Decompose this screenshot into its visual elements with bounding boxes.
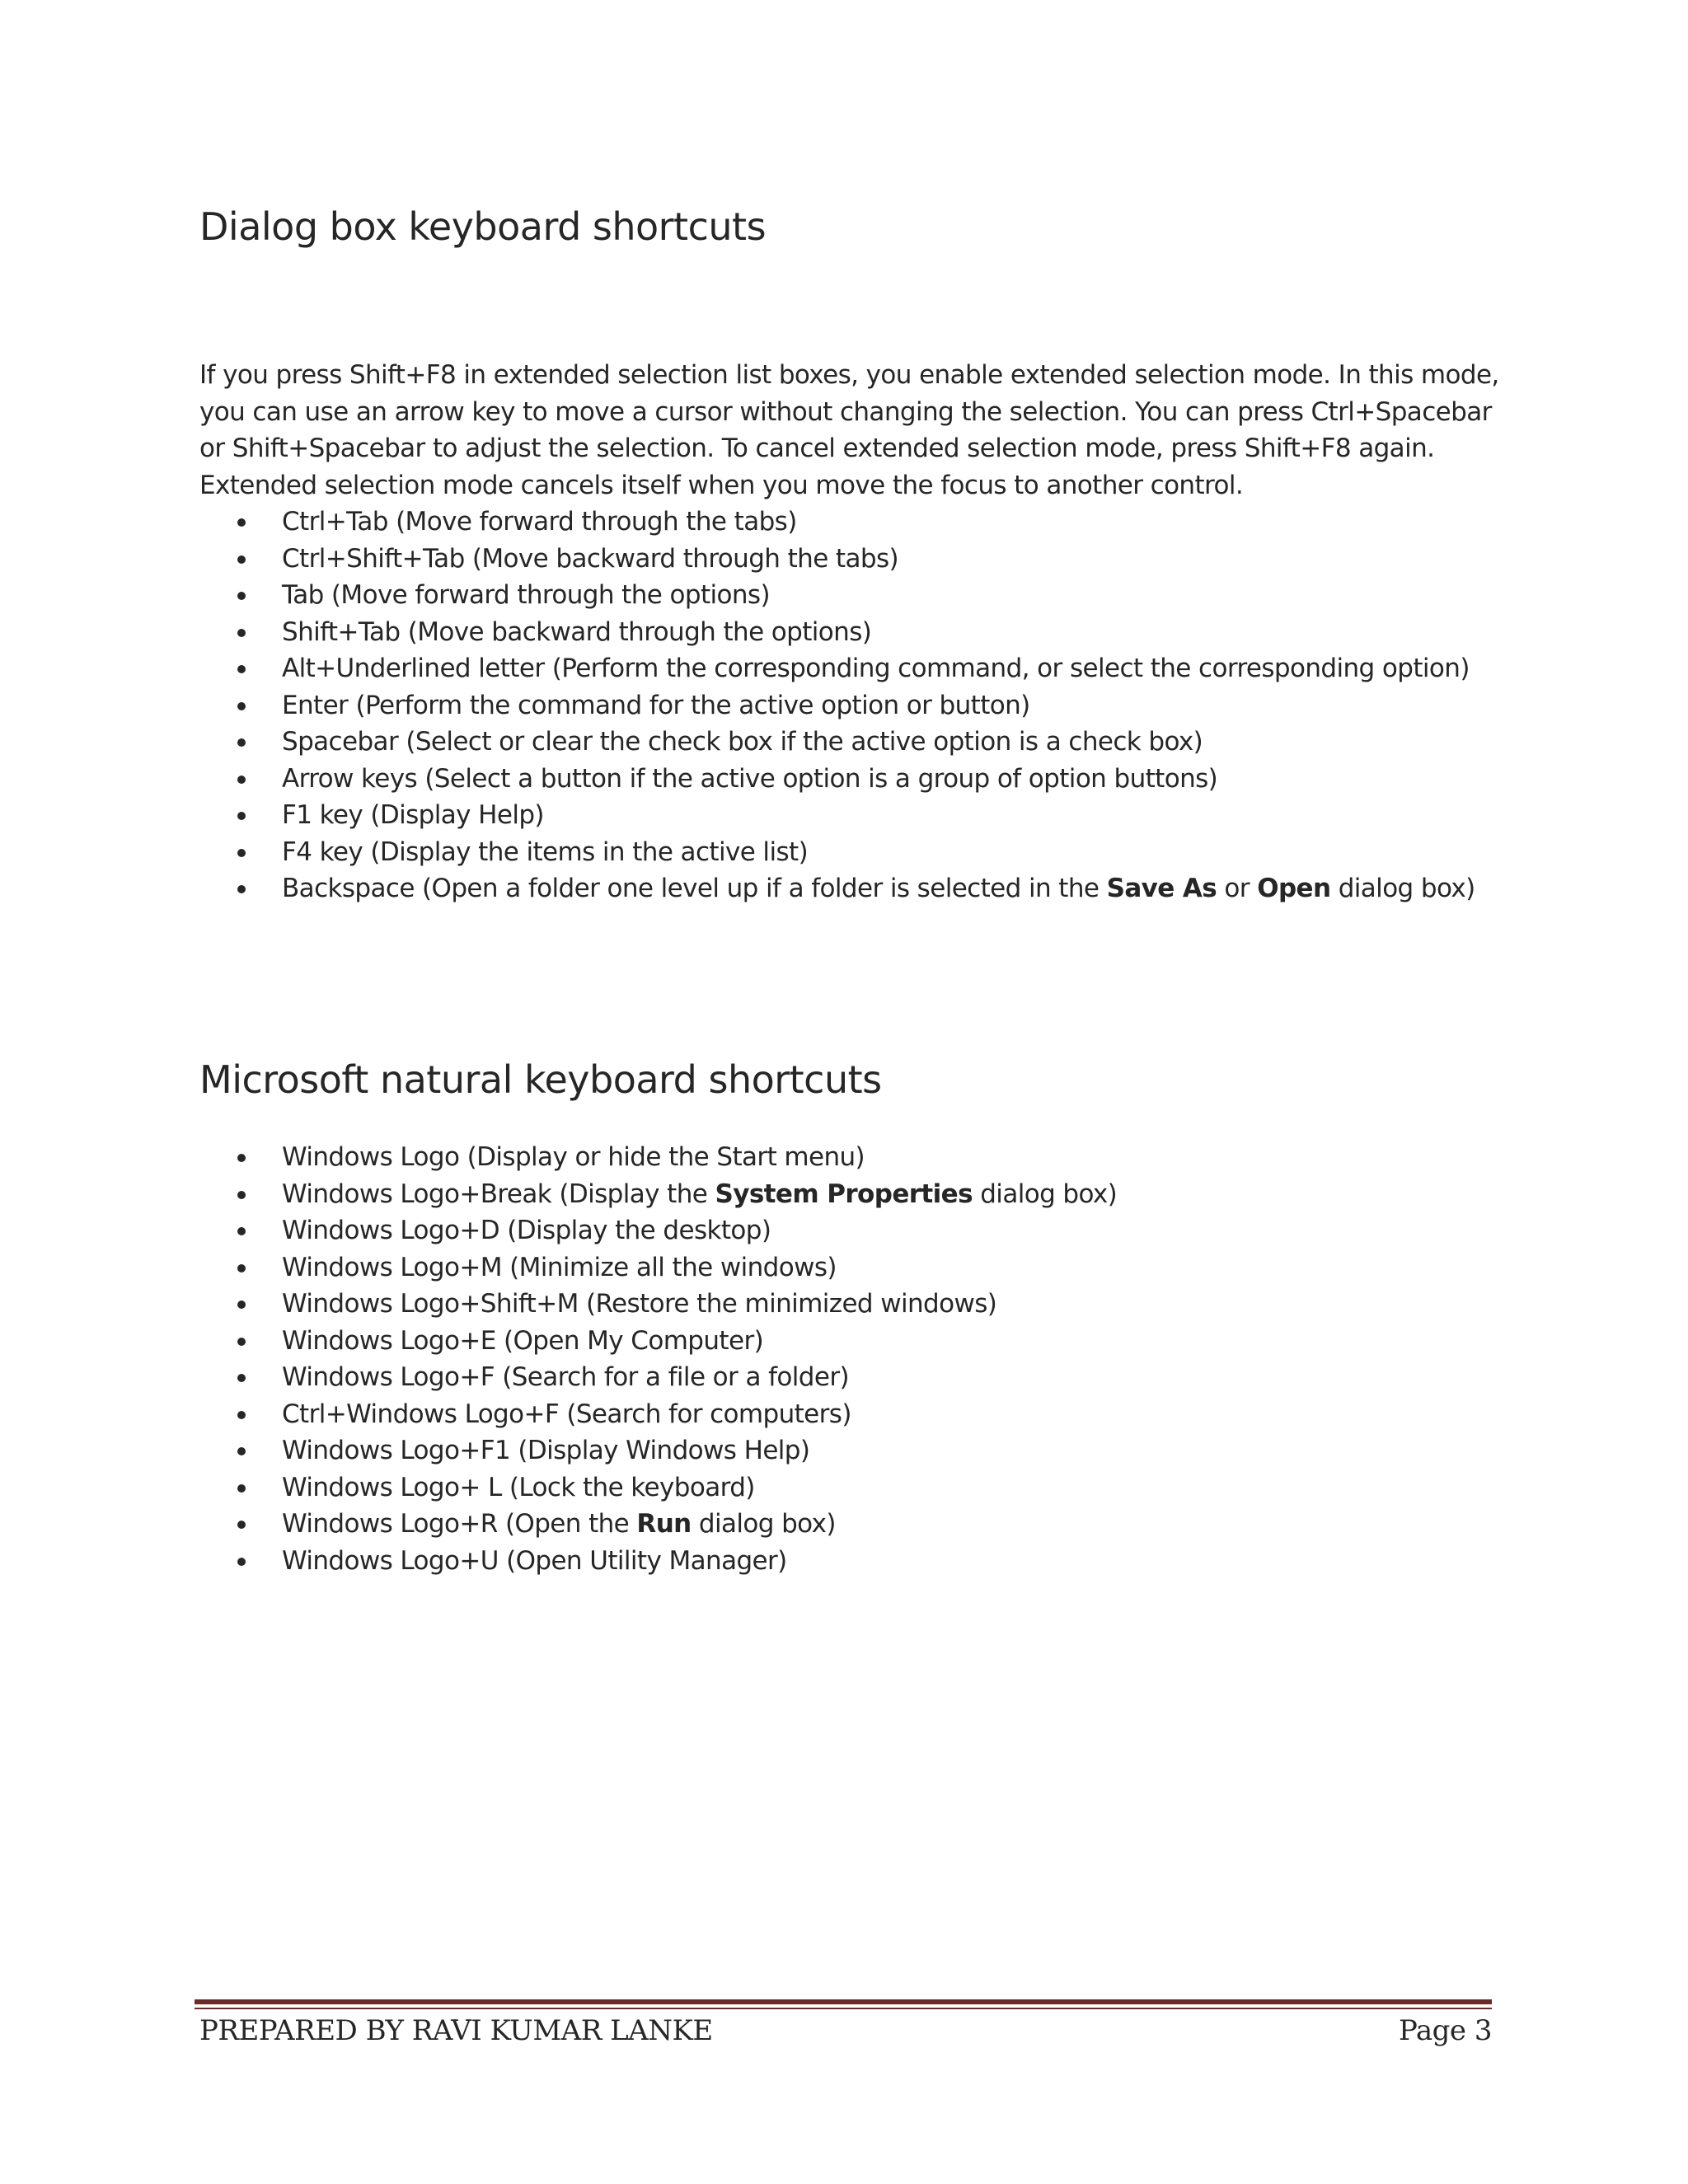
list-item: Windows Logo+D (Display the desktop) — [199, 1212, 1535, 1249]
list-item-backspace — [199, 870, 1535, 907]
list-item: Windows Logo+F1 (Display Windows Help) — [199, 1432, 1535, 1469]
text-run: Backspace (Open a folder one level up if a folder is selected in the — [282, 874, 1107, 903]
bold-system-properties: System Properties — [715, 1179, 973, 1209]
paragraph-line: you can use an arrow key to move a cursor without changing the selection. You can press Ctrl+Spacebar — [199, 396, 1492, 427]
list-item-break — [199, 1176, 1535, 1213]
section-heading-natural-keyboard: Microsoft natural keyboard shortcuts — [199, 1057, 882, 1102]
paragraph-line: If you press Shift+F8 in extended selection list boxes, you enable extended selection mode. In this mode, — [199, 360, 1499, 390]
bold-run: Run — [636, 1509, 692, 1539]
list-item: Windows Logo+U (Open Utility Manager) — [199, 1543, 1535, 1580]
list-item: Ctrl+Windows Logo+F (Search for computers) — [199, 1396, 1535, 1433]
list-item: Windows Logo+F (Search for a file or a folder) — [199, 1359, 1535, 1396]
list-item: F1 key (Display Help) — [199, 797, 1535, 834]
footer-author: PREPARED BY RAVI KUMAR LANKE — [199, 2014, 713, 2047]
text-run: dialog box) — [972, 1179, 1118, 1209]
footer-rule-thick — [195, 1999, 1492, 2004]
intro-paragraph — [199, 357, 1499, 504]
footer-page-number: Page 3 — [1399, 2014, 1492, 2047]
list-item: Arrow keys (Select a button if the active option is a group of option buttons) — [199, 761, 1535, 798]
list-item: Ctrl+Shift+Tab (Move backward through the tabs) — [199, 541, 1535, 578]
list-item: Tab (Move forward through the options) — [199, 577, 1535, 614]
paragraph-line: or Shift+Spacebar to adjust the selection. To cancel extended selection mode, press Shift+F8 again. — [199, 434, 1435, 463]
text-run: Windows Logo+R (Open the — [282, 1509, 637, 1539]
list-item-run — [199, 1506, 1535, 1543]
dialog-shortcuts-list — [199, 504, 1535, 907]
natural-keyboard-shortcuts-list — [199, 1139, 1535, 1579]
bold-open: Open — [1257, 874, 1331, 903]
text-run: dialog box) — [1330, 874, 1475, 903]
list-item: Windows Logo+ L (Lock the keyboard) — [199, 1469, 1535, 1507]
text-run: Windows Logo+Break (Display the — [282, 1179, 715, 1209]
list-item: F4 key (Display the items in the active list) — [199, 834, 1535, 871]
text-run: dialog box) — [691, 1509, 836, 1539]
footer-rule-thin — [195, 2008, 1492, 2009]
list-item: Windows Logo (Display or hide the Start menu) — [199, 1139, 1535, 1176]
section-heading-dialog-box: Dialog box keyboard shortcuts — [199, 204, 767, 249]
list-item: Spacebar (Select or clear the check box if the active option is a check box) — [199, 724, 1535, 761]
paragraph-line: Extended selection mode cancels itself when you move the focus to another control. — [199, 470, 1244, 500]
list-item: Enter (Perform the command for the active option or button) — [199, 687, 1535, 724]
list-item: Windows Logo+Shift+M (Restore the minimized windows) — [199, 1286, 1535, 1323]
list-item: Windows Logo+M (Minimize all the windows) — [199, 1249, 1535, 1286]
list-item: Alt+Underlined letter (Perform the corresponding command, or select the corresponding option) — [199, 650, 1535, 687]
text-run: or — [1217, 874, 1258, 903]
list-item: Ctrl+Tab (Move forward through the tabs) — [199, 504, 1535, 541]
bold-save-as: Save As — [1106, 874, 1217, 903]
list-item: Windows Logo+E (Open My Computer) — [199, 1323, 1535, 1360]
list-item: Shift+Tab (Move backward through the options) — [199, 614, 1535, 651]
